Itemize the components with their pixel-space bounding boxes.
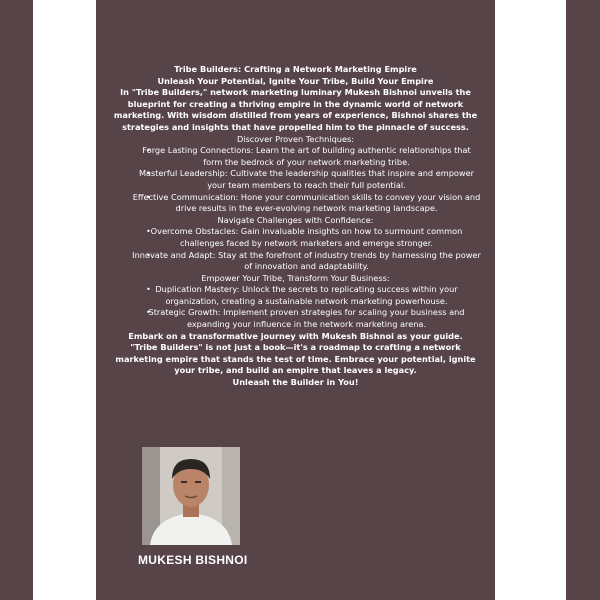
bullet-list (106, 145, 485, 215)
list-item: • Strategic Growth: Implement proven strategies for scaling your business and expanding your influence in the network marketing arena. (106, 307, 485, 330)
book-subtitle: Unleash Your Potential, Ignite Your Tribe, Build Your Empire (157, 75, 434, 86)
list-item: • Masterful Leadership: Cultivate the leadership qualities that inspire and empower your team members to reach their full potential. (106, 168, 485, 191)
section-heading: Empower Your Tribe, Transform Your Business: (201, 272, 390, 283)
section-heading: Navigate Challenges with Confidence: (217, 214, 374, 225)
author-name: MUKESH BISHNOI (138, 553, 248, 567)
bullet-list (106, 226, 485, 272)
section-heading: Discover Proven Techniques: (236, 133, 355, 144)
left-edge-strip (0, 0, 33, 600)
list-item: • Effective Communication: Hone your communication skills to convey your vision and drive results in the ever-evolving network marketing landscape. (106, 192, 485, 215)
list-item: • Overcome Obstacles: Gain invaluable insights on how to surmount common challenges faced by network marketers and emerge stronger. (106, 226, 485, 249)
book-title: Tribe Builders: Crafting a Network Marketing Empire (174, 64, 417, 74)
back-cover (96, 0, 495, 600)
right-edge-strip (566, 0, 600, 600)
closing-tagline: Unleash the Builder in You! (232, 377, 359, 388)
author-photo (142, 447, 240, 545)
blurb (106, 64, 485, 389)
list-item: • Duplication Mastery: Unlock the secrets to replicating success within your organization, creating a sustainable network marketing powerhouse. (106, 284, 485, 307)
closing-paragraph: "Tribe Builders" is not just a book—it's a roadmap to crafting a network marketing empire that stands the test of time. Embrace your potential, ignite your tribe, and build an empire that leaves a legacy. (115, 342, 476, 376)
list-item: • Forge Lasting Connections: Learn the art of building authentic relationships that form the bedrock of your network marketing tribe. (106, 145, 485, 168)
author-portrait (142, 447, 240, 545)
list-item: • Innovate and Adapt: Stay at the forefront of industry trends by harnessing the power of innovation and adaptability. (106, 250, 485, 273)
closing-line: Embark on a transformative journey with Mukesh Bishnoi as your guide. (128, 330, 463, 341)
bullet-list (106, 284, 485, 330)
intro-paragraph: In "Tribe Builders," network marketing luminary Mukesh Bishnoi unveils the blueprint for creating a thriving empire in the dynamic world of network marketing. With wisdom distilled from years of experience, Bishnoi shares the strategies and insights that have propelled him to the pinnacle of success. (113, 87, 478, 132)
